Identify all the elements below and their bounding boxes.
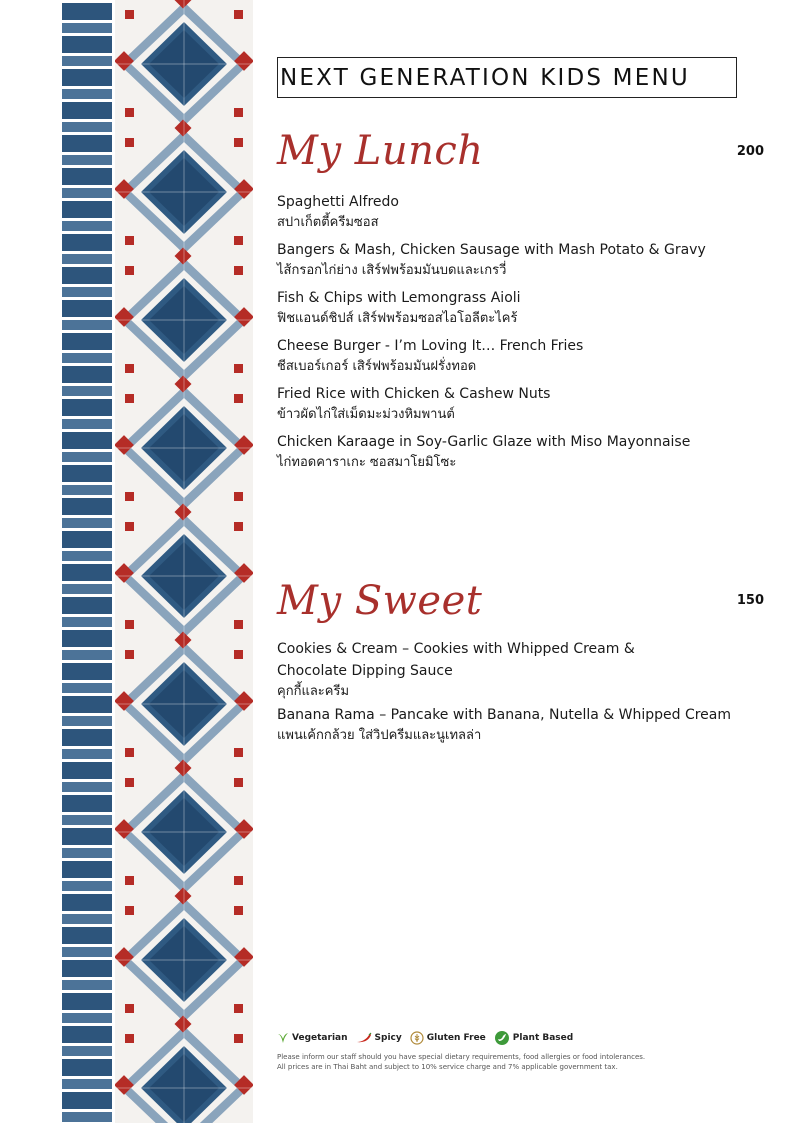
- item-name-th: ชีสเบอร์เกอร์ เสิร์ฟพร้อมมันฝรั่งทอด: [277, 359, 477, 374]
- sweet-heading: My Sweet: [277, 578, 483, 624]
- wheat-icon: [410, 1031, 424, 1045]
- menu-title-box: [277, 57, 737, 98]
- menu-item: [277, 383, 772, 425]
- item-name-th: แพนเค้กกล้วย ใส่วิปครีมและนูเทลล่า: [277, 728, 482, 743]
- item-name-en: Cookies & Cream – Cookies with Whipped Cream & Chocolate Dipping Sauce: [277, 641, 635, 679]
- menu-item: [277, 638, 707, 702]
- item-name-en: Bangers & Mash, Chicken Sausage with Mash Potato & Gravy: [277, 242, 706, 258]
- item-name-en: Cheese Burger - I’m Loving It… French Fries: [277, 338, 584, 354]
- item-name-th: คุกกี้และครีม: [277, 684, 350, 699]
- item-name-th: ฟิชแอนด์ชิปส์ เสิร์ฟพร้อมซอสไอโอลีตะไคร้: [277, 311, 518, 326]
- item-name-en: Spaghetti Alfredo: [277, 194, 399, 210]
- dietary-legend: [277, 1030, 581, 1046]
- plant-based-icon: [494, 1030, 510, 1046]
- legend-plant-based-label: Plant Based: [512, 1033, 574, 1043]
- menu-item: [277, 239, 772, 281]
- item-name-en: Fish & Chips with Lemongrass Aioli: [277, 290, 521, 306]
- legend-vegetarian: [277, 1032, 348, 1044]
- item-name-en: Chicken Karaage in Soy-Garlic Glaze with Miso Mayonnaise: [277, 434, 691, 450]
- item-name-en: Banana Rama – Pancake with Banana, Nutella & Whipped Cream: [277, 707, 732, 723]
- menu-item: [277, 704, 772, 746]
- decorative-tile-border: [62, 0, 253, 1123]
- menu-item: [277, 287, 772, 329]
- tile-bars: [62, 0, 112, 1123]
- dietary-note: Please inform our staff should you have special dietary requirements, food allergies or food intolerances.: [277, 1053, 646, 1061]
- tile-mosaic-pattern: [115, 0, 253, 1123]
- leaf-icon: [277, 1032, 289, 1044]
- price-note: All prices are in Thai Baht and subject to 10% service charge and 7% applicable government tax.: [277, 1063, 618, 1071]
- lunch-heading: My Lunch: [277, 128, 484, 174]
- chili-icon: [356, 1032, 372, 1044]
- sweet-price: 150: [736, 593, 764, 608]
- item-name-th: สปาเก็ตตี้ครีมซอส: [277, 215, 379, 230]
- sweet-item-list-2: [277, 704, 772, 752]
- sweet-item-list: [277, 638, 707, 704]
- legend-plant-based: [494, 1030, 573, 1046]
- menu-item: [277, 191, 772, 233]
- lunch-price: 200: [736, 144, 764, 159]
- menu-item: [277, 431, 772, 473]
- menu-item: [277, 335, 772, 377]
- lunch-item-list: [277, 191, 772, 479]
- legend-spicy: [356, 1032, 402, 1044]
- item-name-th: ข้าวผัดไก่ใส่เม็ดมะม่วงหิมพานต์: [277, 407, 455, 422]
- item-name-th: ไก่ทอดคาราเกะ ซอสมาโยมิโซะ: [277, 455, 457, 470]
- legend-vegetarian-label: Vegetarian: [292, 1033, 348, 1043]
- legend-spicy-label: Spicy: [374, 1033, 402, 1043]
- item-name-th: ไส้กรอกไก่ย่าง เสิร์ฟพร้อมมันบดและเกรวี่: [277, 263, 507, 278]
- legend-gluten-free: [410, 1031, 486, 1045]
- legend-gluten-free-label: Gluten Free: [426, 1033, 486, 1043]
- item-name-en: Fried Rice with Chicken & Cashew Nuts: [277, 386, 551, 402]
- menu-title: NEXT GENERATION KIDS MENU: [280, 64, 690, 91]
